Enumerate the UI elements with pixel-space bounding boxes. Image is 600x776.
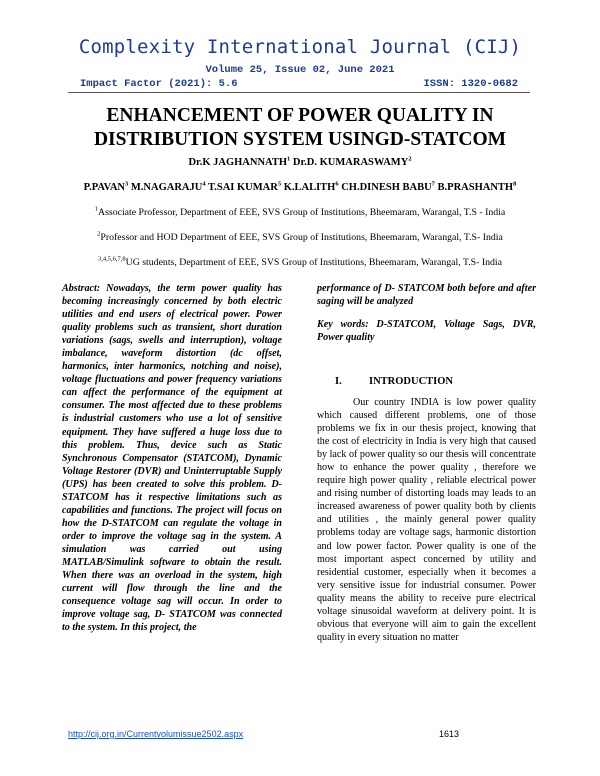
- author-sup: 3: [125, 180, 129, 188]
- author: Dr.K JAGHANNATH: [188, 157, 288, 168]
- author: P.PAVAN: [83, 182, 125, 193]
- author-sup: 8: [513, 180, 517, 188]
- author-sup: 7: [431, 180, 435, 188]
- affiliation-sup: 3,4,5,6,7,8: [98, 255, 126, 263]
- affiliation-sup: 1: [94, 205, 99, 213]
- abstract-continuation: performance of D- STATCOM both before and after saging will be analyzed: [317, 283, 536, 307]
- paper-title: [40, 104, 560, 152]
- affiliation-text: UG students, Department of EEE, SVS Group of Institutions, Bheemaram, Warangal, T.S- India: [125, 257, 502, 268]
- authors-line-2: [0, 182, 600, 193]
- right-column: [317, 282, 536, 643]
- introduction-text: Our country INDIA is low power quality which caused different problems, one of those problems we fix in our thesis project, knowing that the cost of electricity in India is very high that caused by lack of power quality so our thesis will concentrate how to enhance the power quality , therefore we require high power quality , reliable electrical power and rising number of distorting loads may leads to an increased awareness of power quality both by clients and utilities , the mainly general power quality problems today are voltage sags, harmonic distortion and low power factor. Power quality is one of the most important aspect concerned by utility and residential customer, especially when it becomes a very sensitive issue for industrial consumer. Power quality means the ability to receive pure electrical voltage sinusoidal waveform at delivery point. It is obvious that everyone will aim to gain the excellent quality in every situation no matter: [317, 397, 536, 643]
- impact-factor: Impact Factor (2021): 5.6: [80, 78, 238, 90]
- author: K.LALITH: [283, 182, 336, 193]
- author-sup: 2: [408, 155, 412, 163]
- author: CH.DINESH BABU: [341, 182, 432, 193]
- header-divider: [68, 92, 530, 93]
- affiliation-2: [0, 232, 600, 243]
- author: M.NAGARAJU: [130, 182, 203, 193]
- author: B.PRASHANTH: [437, 182, 514, 193]
- journal-title: Complexity International Journal (CIJ): [78, 36, 522, 58]
- paper-title-line-1: ENHANCEMENT OF POWER QUALITY IN: [106, 105, 494, 126]
- affiliation-3: [0, 257, 600, 268]
- paper-title-line-2: DISTRIBUTION SYSTEM USINGD-STATCOM: [93, 129, 507, 150]
- left-column: [62, 282, 282, 634]
- affiliation-1: [0, 207, 600, 218]
- footer-link[interactable]: http://cij.org.in/Currentvolumissue2502.aspx: [68, 729, 244, 739]
- volume-line: Volume 25, Issue 02, June 2021: [205, 64, 395, 76]
- author: T.SAI KUMAR: [208, 182, 278, 193]
- section-number: I.: [335, 376, 342, 387]
- author-sup: 4: [202, 180, 206, 188]
- abstract: Abstract: Nowadays, the term power quality has becoming increasingly concerned by both electric utilities and end users of electrical power. Power quality problems such as transient, short duration variations (sags, swells and interruption), voltage imbalance, waveform distortion (dc offset, harmonics, inter harmonics, notching and noise), voltage fluctuations and power frequency variations can affect the performance of the equipment at consumer. The most affected due to these problems is industrial customers who use a lot of sensitive equipment. They have suffered a huge loss due to this problem. Thus, device such as Static Synchronous Compensator (STATCOM), Dynamic Voltage Restorer (DVR) and Uninterruptable Supply (UPS) has been created to solve this problem. D-STATCOM has it respective limitations such as capabilities and functions. The project will focus on how the D-STATCOM can regulate the voltage in order to improve the voltage sag in the system. A simulation was carried out using MATLAB/Simulink software to obtain the result. When there was an overload in the system, high current will flow through the line and the consequence voltage sag will occur. In order to improve voltage sag, D- STATCOM was connected to the system. In this project, the: [62, 283, 282, 634]
- page-number: 1613: [439, 729, 460, 739]
- affiliation-sup: 2: [97, 230, 101, 238]
- affiliation-text: Associate Professor, Department of EEE, SVS Group of Institutions, Bheemaram, Warangal, T.S - India: [98, 207, 506, 218]
- author: Dr.D. KUMARASWAMY: [292, 157, 409, 168]
- affiliation-text: Professor and HOD Department of EEE, SVS Group of Institutions, Bheemaram, Warangal, T.S- India: [100, 232, 503, 243]
- author-sup: 5: [277, 180, 282, 188]
- authors-line-1: [0, 157, 600, 168]
- author-sup: 1: [287, 155, 291, 163]
- author-sup: 6: [335, 180, 339, 188]
- issn: ISSN: 1320-0682: [423, 78, 518, 90]
- keywords: Key words: D-STATCOM, Voltage Sags, DVR, Power quality: [317, 319, 536, 343]
- section-title: INTRODUCTION: [369, 376, 454, 387]
